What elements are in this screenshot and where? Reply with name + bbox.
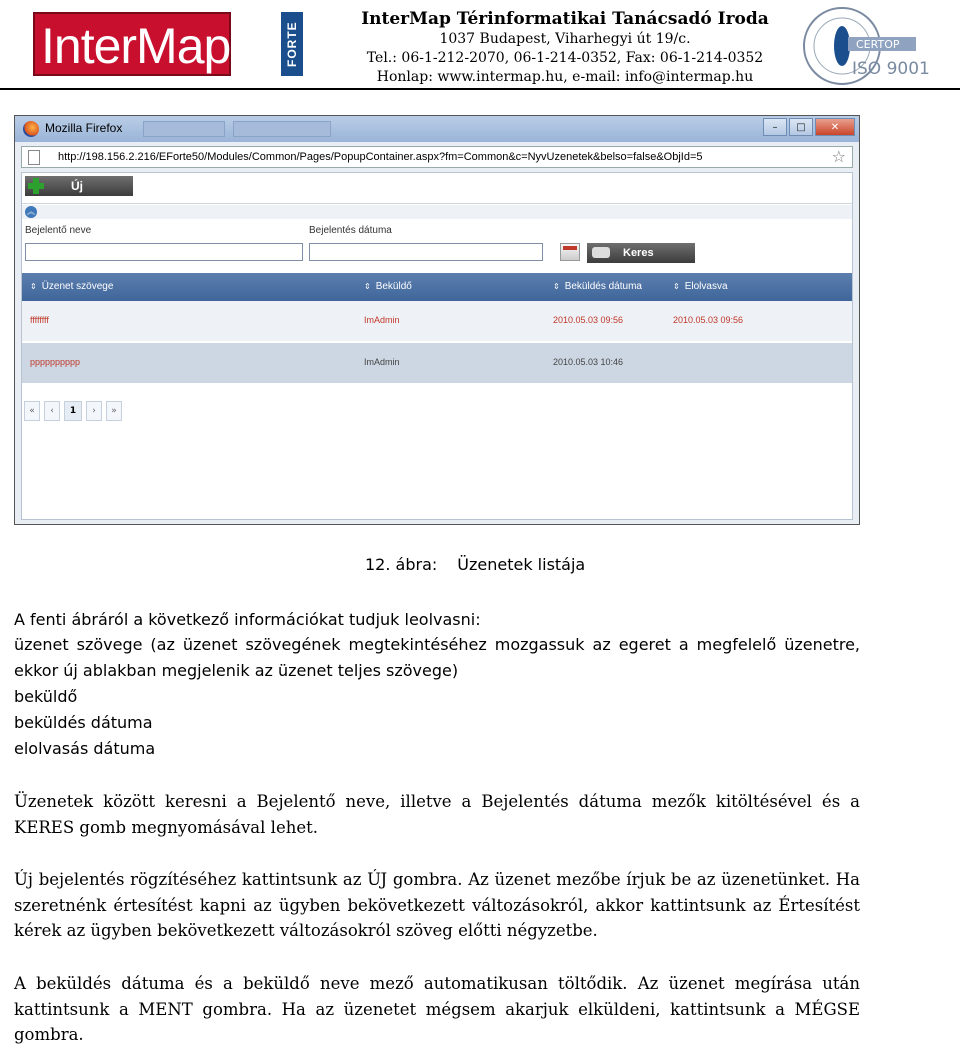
company-info xyxy=(330,8,800,87)
cell-sent-date: 2010.05.03 09:56 xyxy=(553,315,624,325)
window-controls xyxy=(761,118,855,138)
report-date-input[interactable] xyxy=(309,243,543,261)
intro-text: A fenti ábráról a következő információkat tudjuk leolvasni: xyxy=(14,610,481,629)
address-bar[interactable] xyxy=(21,146,853,168)
figure-caption xyxy=(365,555,585,574)
company-phones: Tel.: 06-1-212-2070, 06-1-214-0352, Fax: 06-1-214-0352 xyxy=(366,50,764,66)
page-content xyxy=(21,172,853,520)
reporter-name-label: Bejelentő neve xyxy=(25,225,92,236)
page-icon xyxy=(28,150,40,165)
cell-sender: ImAdmin xyxy=(364,357,400,367)
search-button-label: Keres xyxy=(623,247,654,259)
sort-icon: ⇕ xyxy=(364,282,371,291)
intermap-logo xyxy=(33,12,303,76)
caption-number: 12. ábra: xyxy=(365,555,438,574)
taskbar-tab-2[interactable] xyxy=(233,121,331,137)
plus-icon xyxy=(27,177,45,195)
url-text[interactable]: http://198.156.2.216/EForte50/Modules/Common/Pages/PopupContainer.aspx?fm=Common&c=NyvUzenetek&belso=false&ObjId=5 xyxy=(58,151,703,163)
browser-screenshot xyxy=(14,115,860,525)
paragraph-send: A beküldés dátuma és a beküldő neve mező automatikusan töltődik. Az üzenet megírása után kattintsunk a MENT gombra. Ha az üzenetet mégsem akarjuk elküldeni, kattintsunk a MÉGSE gombra. xyxy=(14,974,860,1044)
letterhead xyxy=(0,0,960,92)
cell-sent-date: 2010.05.03 10:46 xyxy=(553,357,624,367)
maximize-icon[interactable]: □ xyxy=(789,118,813,136)
collapse-bar[interactable] xyxy=(22,205,852,219)
company-name: InterMap Térinformatikai Tanácsadó Iroda xyxy=(361,9,769,29)
list-item-sender: beküldő xyxy=(14,687,78,706)
col-header-sender[interactable]: ⇕ Beküldő xyxy=(364,281,412,292)
pager xyxy=(24,401,126,421)
col-header-sent-date[interactable]: ⇕ Beküldés dátuma xyxy=(553,281,642,292)
grid-header xyxy=(22,273,852,301)
bookmark-star-icon[interactable]: ☆ xyxy=(831,147,846,166)
list-item-read-date: elolvasás dátuma xyxy=(14,739,156,758)
window-titlebar[interactable] xyxy=(15,116,859,142)
reporter-name-input[interactable] xyxy=(25,243,303,261)
report-date-label: Bejelentés dátuma xyxy=(309,225,392,236)
col-header-message[interactable]: ⇕ Üzenet szövege xyxy=(30,281,114,292)
new-button-label: Új xyxy=(71,179,83,193)
logo-registered: ® xyxy=(267,16,276,30)
pager-page-1[interactable]: 1 xyxy=(64,401,82,421)
paragraph-search: Üzenetek között keresni a Bejelentő neve, illetve a Bejelentés dátuma mezők kitöltésével és a KERES gomb megnyomásával lehet. xyxy=(14,792,860,837)
calendar-icon[interactable] xyxy=(560,243,580,261)
window-title: Mozilla Firefox xyxy=(45,121,123,135)
binoculars-icon xyxy=(592,247,610,258)
table-row[interactable] xyxy=(22,301,852,341)
close-icon[interactable]: ✕ xyxy=(815,118,855,136)
iso-certification-seal xyxy=(800,4,930,86)
list-item-message: üzenet szövege (az üzenet szövegének megtekintéséhez mozgassuk az egeret a megfelelő üzenetre, ekkor új ablakban megjelenik az üzenet teljes szövege) xyxy=(14,635,860,680)
logo-text: InterMap xyxy=(41,18,231,74)
col-header-read[interactable]: ⇕ Elolvasva xyxy=(673,281,728,292)
sort-icon: ⇕ xyxy=(673,282,680,291)
firefox-icon xyxy=(23,121,39,137)
pager-last[interactable]: » xyxy=(106,401,122,421)
collapse-up-icon[interactable]: ︽ xyxy=(27,207,35,216)
new-button[interactable] xyxy=(25,176,133,196)
seal-iso: ISO 9001 xyxy=(852,59,930,79)
header-divider xyxy=(0,88,960,90)
taskbar-tab-1[interactable] xyxy=(143,121,225,137)
pager-next[interactable]: › xyxy=(86,401,102,421)
logo-red-box xyxy=(33,12,231,76)
company-web: Honlap: www.intermap.hu, e-mail: info@intermap.hu xyxy=(376,69,754,85)
cell-read-date: 2010.05.03 09:56 xyxy=(673,315,744,325)
logo-forte: FORTE xyxy=(281,12,303,76)
cell-message[interactable]: ffffffff xyxy=(30,315,49,325)
toolbar xyxy=(22,173,852,204)
cell-sender: ImAdmin xyxy=(364,315,400,325)
company-address: 1037 Budapest, Viharhegyi út 19/c. xyxy=(439,31,691,47)
list-item-sent-date: beküldés dátuma xyxy=(14,713,153,732)
pager-first[interactable]: « xyxy=(24,401,40,421)
paragraph-new-report: Új bejelentés rögzítéséhez kattintsunk az ÚJ gombra. Az üzenet mezőbe írjuk be az üzenetünket. Ha szeretnénk értesítést kapni az ügyben bekövetkezett változásokról, akkor kattintsunk az Értesítést kérek az ügyben bekövetkezett változásokról szöveg előtti négyzetbe. xyxy=(14,870,860,940)
caption-title: Üzenetek listája xyxy=(457,555,586,574)
search-button[interactable] xyxy=(587,243,695,263)
search-panel xyxy=(22,219,852,271)
table-row[interactable] xyxy=(22,343,852,383)
sort-icon: ⇕ xyxy=(553,282,560,291)
minimize-icon[interactable]: – xyxy=(763,118,787,136)
sort-icon: ⇕ xyxy=(30,282,37,291)
pager-prev[interactable]: ‹ xyxy=(44,401,60,421)
seal-certop: CERTOP xyxy=(856,38,900,51)
cell-message[interactable]: pppppppppp xyxy=(30,357,81,367)
